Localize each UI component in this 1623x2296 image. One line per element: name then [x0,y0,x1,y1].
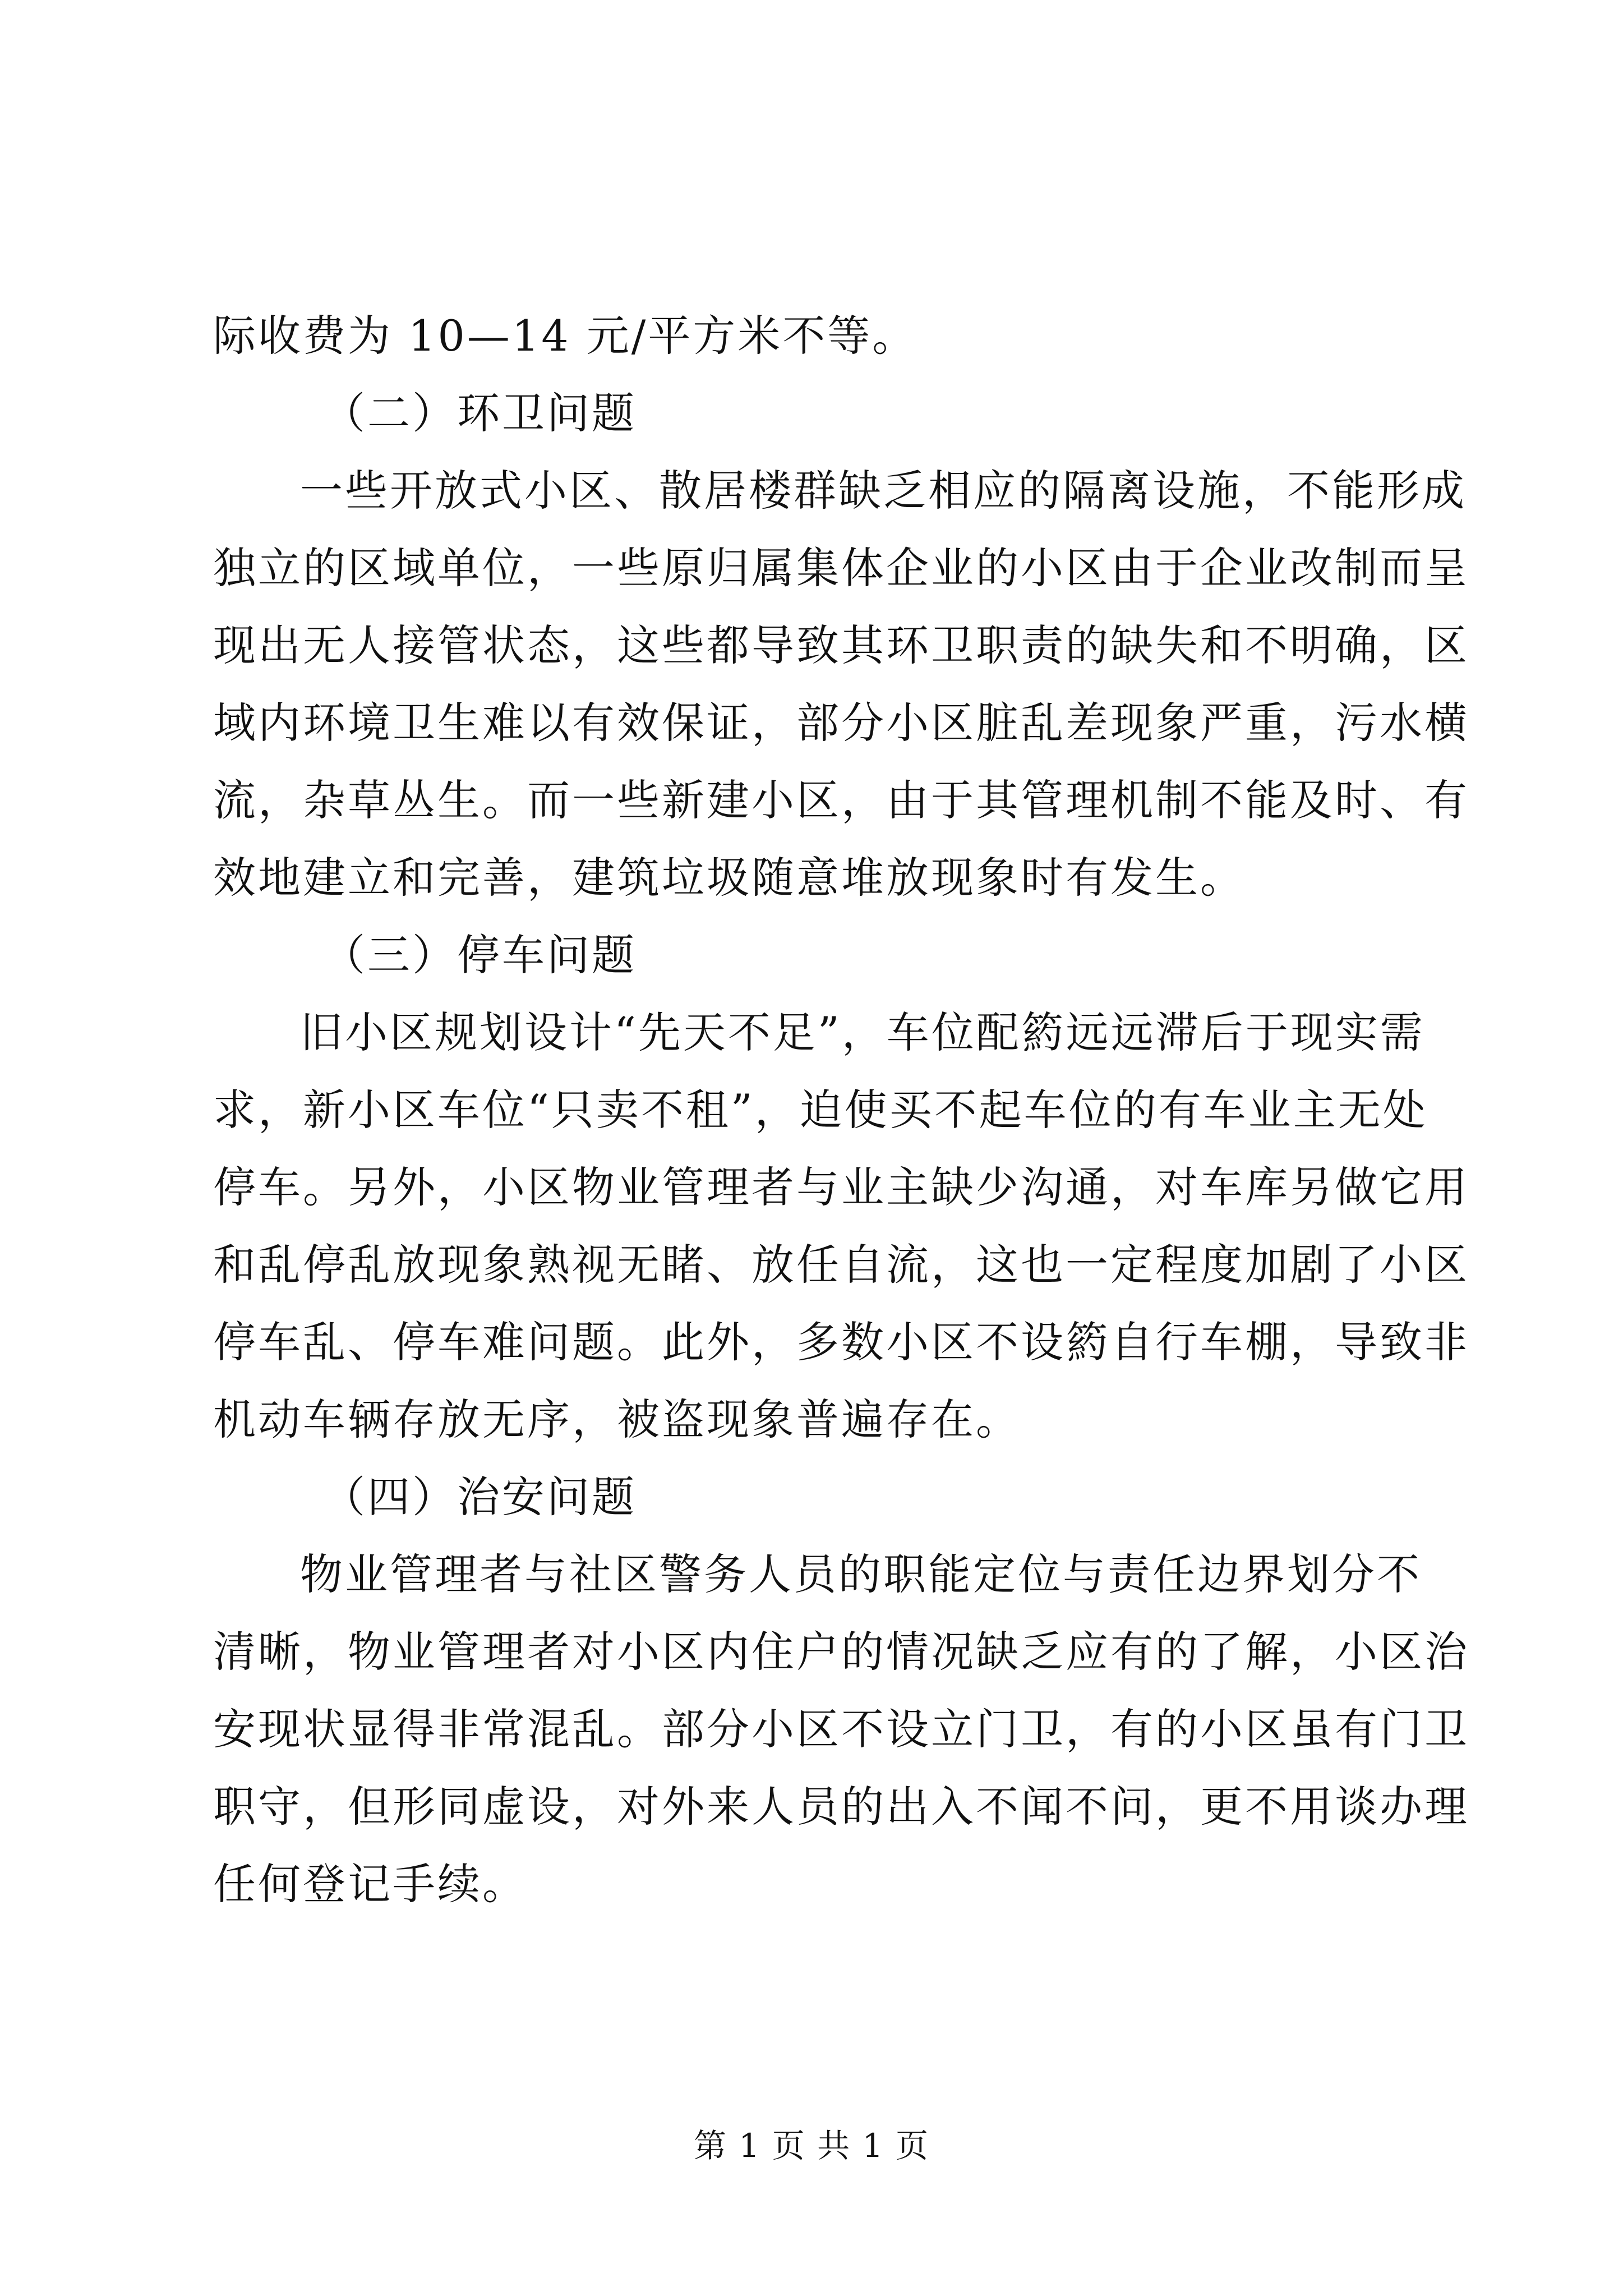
text-line: 停车。另外，小区物业管理者与业主缺少沟通，对车库另做它用 [213,1162,1469,1212]
paragraph-parking [213,994,1469,1458]
text-line: 效地建立和完善，建筑垃圾随意堆放现象时有发生。 [213,853,1245,903]
page-number-footer: 第 1 页 共 1 页 [694,2127,929,2165]
text-line: 安现状显得非常混乱。部分小区不设立门卫，有的小区虽有门卫 [213,1704,1469,1754]
section-heading-security: （四）治安问题 [322,1472,637,1522]
text-line: 任何登记手续。 [213,1859,527,1909]
paragraph-continued [213,297,1422,375]
text-line: 物业管理者与社区警务人员的职能定位与责任边界划分不 [300,1549,1422,1599]
text-line: 机动车辆存放无序，被盗现象普遍存在。 [213,1395,1021,1444]
text-line: 独立的区域单位，一些原归属集体企业的小区由于企业改制而呈 [213,543,1469,593]
text-line: 和乱停乱放现象熟视无睹、放任自流，这也一定程度加剧了小区 [213,1240,1469,1290]
text-line: 一些开放式小区、散居楼群缺乏相应的隔离设施，不能形成 [300,466,1467,516]
text-line: 职守，但形同虚设，对外来人员的出入不闻不问，更不用谈办理 [213,1782,1469,1832]
text-line: 清晰，物业管理者对小区内住户的情况缺乏应有的了解，小区治 [213,1627,1469,1677]
text-line: 际收费为 10—14 元/平方米不等。 [213,311,917,361]
paragraph-sanitation [213,452,1469,917]
paragraph-security [213,1536,1469,1923]
section-heading-sanitation: （二）环卫问题 [322,388,637,438]
text-line: 旧小区规划设计“先天不足”，车位配箹远远滞后于现实需 [300,1007,1425,1057]
text-line: 停车乱、停车难问题。此外，多数小区不设箹自行车棚，导致非 [213,1317,1469,1367]
text-line: 域内环境卫生难以有效保证，部分小区脏乱差现象严重，污水横 [213,698,1469,748]
text-line: 求，新小区车位“只卖不租”，迫使买不起车位的有车业主无处 [213,1085,1428,1135]
section-heading-parking: （三）停车问题 [322,930,637,980]
text-line: 现出无人接管状态，这些都导致其环卫职责的缺失和不明确，区 [213,620,1469,670]
document-body [213,297,1469,1923]
text-line: 流，杂草丛生。而一些新建小区，由于其管理机制不能及时、有 [213,775,1469,825]
